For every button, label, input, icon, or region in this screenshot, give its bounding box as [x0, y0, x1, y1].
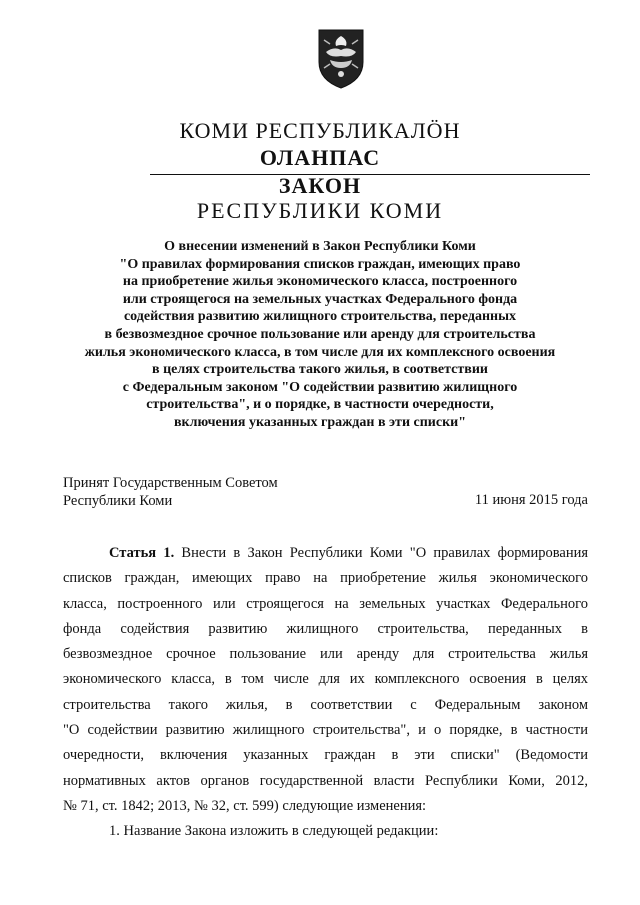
adopted-by-republic: Республики Коми — [63, 493, 173, 509]
article-line: класса, построенного или строящегося на земельных участках Федерального — [63, 595, 588, 612]
article-line: строительства такого жилья, в соответствии с Федеральным законом — [63, 696, 588, 713]
article-first-line — [63, 541, 588, 566]
article-1 — [63, 541, 588, 845]
article-first-line-text: Внести в Закон Республики Коми "О правилах формирования — [174, 545, 589, 561]
adopted-by: Принят Государственным Советом — [63, 475, 278, 491]
title-line: или строящегося на земельных участках Федерального фонда — [122, 291, 518, 307]
article-line: "О содействии развитию жилищного строительства", и о порядке, в частности — [63, 722, 588, 739]
article-line: безвозмездное срочное пользование или аренду для строительства жилья — [63, 646, 588, 663]
article-line: очередности, включения указанных граждан в эти списки" (Ведомости — [63, 747, 588, 764]
title-line: в целях строительства такого жилья, в соответствии — [152, 362, 488, 378]
komi-coat-of-arms-icon — [316, 28, 366, 90]
adoption-info — [63, 474, 278, 510]
title-line: жилья экономического класса, в том числе для их комплексного освоения — [84, 344, 556, 360]
header-olanpas: ОЛАНПАС — [259, 145, 381, 170]
article-line: списков граждан, имеющих право на приобретение жилья экономического — [63, 570, 588, 587]
title-line: строительства", и о порядке, в частности очередности, — [146, 397, 494, 413]
title-line: с Федеральным законом "О содействии развитию жилищного — [122, 379, 518, 395]
article-item-1: 1. Название Закона изложить в следующей редакции: — [109, 823, 439, 840]
title-line: О внесении изменений в Закон Республики Коми — [164, 239, 476, 254]
title-line: в безвозмездное срочное пользование или аренду для строительства — [104, 326, 536, 342]
article-label: Статья 1. — [109, 545, 175, 561]
header-republic: РЕСПУБЛИКИ КОМИ — [196, 198, 444, 223]
law-title — [0, 238, 640, 432]
title-line: включения указанных граждан в эти списки" — [174, 414, 466, 430]
article-line: нормативных актов органов государственной власти Республики Коми, 2012, — [63, 772, 588, 789]
title-line: "О правилах формирования списков граждан, имеющих право — [119, 256, 521, 272]
adoption-date: 11 июня 2015 года — [474, 492, 588, 508]
article-line: экономического класса, в том числе для их комплексного освоения в целях — [63, 671, 588, 688]
title-line: на приобретение жилья экономического класса, построенного — [122, 274, 518, 290]
article-line: фонда содействия развитию жилищного строительства, переданных в — [63, 620, 588, 637]
title-line: содействия развитию жилищного строительства, переданных — [123, 309, 517, 325]
article-line: № 71, ст. 1842; 2013, № 32, ст. 599) следующие изменения: — [63, 797, 427, 814]
header-zakon: ЗАКОН — [278, 173, 362, 198]
header-komi-language: КОМИ РЕСПУБЛИКАЛӦН — [179, 118, 461, 143]
